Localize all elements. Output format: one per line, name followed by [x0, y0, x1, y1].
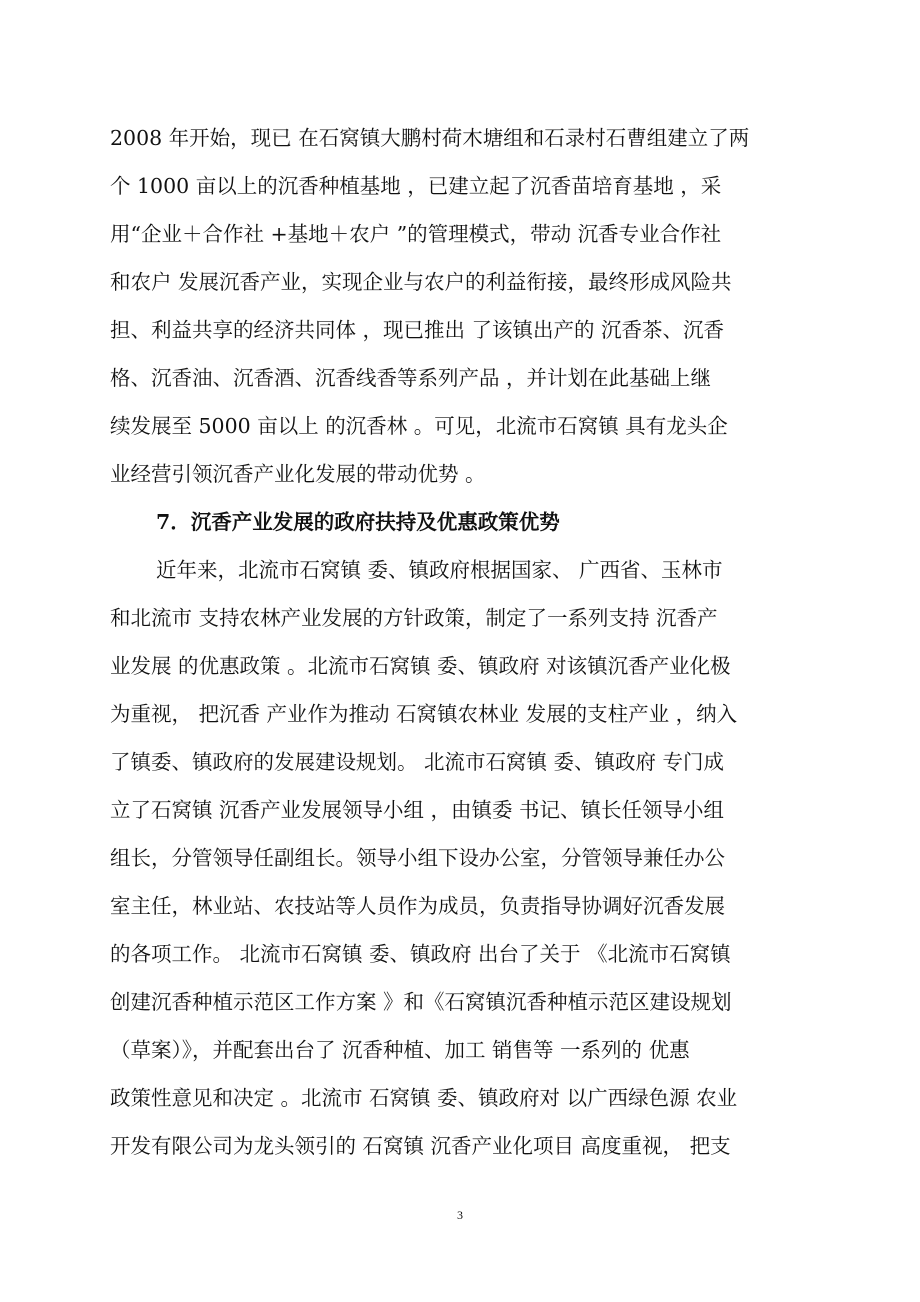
- text-line: 业经营引领沉香产业化发展的带动优势 。: [110, 462, 486, 486]
- section-heading: 7．沉香产业发展的政府扶持及优惠政策优势: [156, 510, 560, 534]
- text-line: 担、利益共享的经济共同体 ，现已推出 了该镇出产的 沉香茶、沉香: [110, 318, 725, 342]
- text-line: 用“企业＋合作社 +基地＋农户 ”的管理模式，带动 沉香专业合作社: [110, 222, 722, 246]
- text-line: 室主任，林业站、农技站等人员作为成员，负责指导协调好沉香发展: [110, 894, 725, 918]
- text-line: 续发展至 5000 亩以上 的沉香林 。可见，北流市石窝镇 具有龙头企: [110, 414, 728, 438]
- text-line: 2008 年开始，现已 在石窝镇大鹏村荷木塘组和石录村石曹组建立了两: [110, 126, 750, 150]
- text-line: 为重视， 把沉香 产业作为推动 石窝镇农林业 发展的支柱产业 ，纳入: [110, 702, 738, 726]
- text-line: 开发有限公司为龙头领引的 石窝镇 沉香产业化项目 高度重视， 把支: [110, 1134, 731, 1158]
- text-line: 组长，分管领导任副组长。领导小组下设办公室，分管领导兼任办公: [110, 846, 725, 870]
- text-line: 了镇委、镇政府的发展建设规划。 北流市石窝镇 委、镇政府 专门成: [110, 750, 725, 774]
- page-number: 3: [457, 1208, 463, 1222]
- text-line: 立了石窝镇 沉香产业发展领导小组 ，由镇委 书记、镇长任领导小组: [110, 798, 725, 822]
- text-line: 和北流市 支持农林产业发展的方针政策，制定了一系列支持 沉香产: [110, 606, 718, 630]
- text-line: 业发展 的优惠政策 。北流市石窝镇 委、镇政府 对该镇沉香产业化极: [110, 654, 731, 678]
- text-line: 和农户 发展沉香产业，实现企业与农户的利益衔接，最终形成风险共: [110, 270, 732, 294]
- text-line: 的各项工作。 北流市石窝镇 委、镇政府 出台了关于 《北流市石窝镇: [110, 942, 731, 966]
- text-line: 近年来，北流市石窝镇 委、镇政府根据国家、 广西省、玉林市: [156, 558, 723, 582]
- text-line: 创建沉香种植示范区工作方案 》和《石窝镇沉香种植示范区建设规划: [110, 990, 732, 1014]
- text-line: 政策性意见和决定 。北流市 石窝镇 委、镇政府对 以广西绿色源 农业: [110, 1086, 738, 1110]
- text-line: 个 1000 亩以上的沉香种植基地 ，已建立起了沉香苗培育基地 ，采: [110, 174, 722, 198]
- text-line: （草案）》，并配套出台了 沉香种植、加工 销售等 一系列的 优惠: [110, 1038, 690, 1062]
- text-line: 格、沉香油、沉香酒、沉香线香等系列产品 ，并计划在此基础上继: [110, 366, 712, 390]
